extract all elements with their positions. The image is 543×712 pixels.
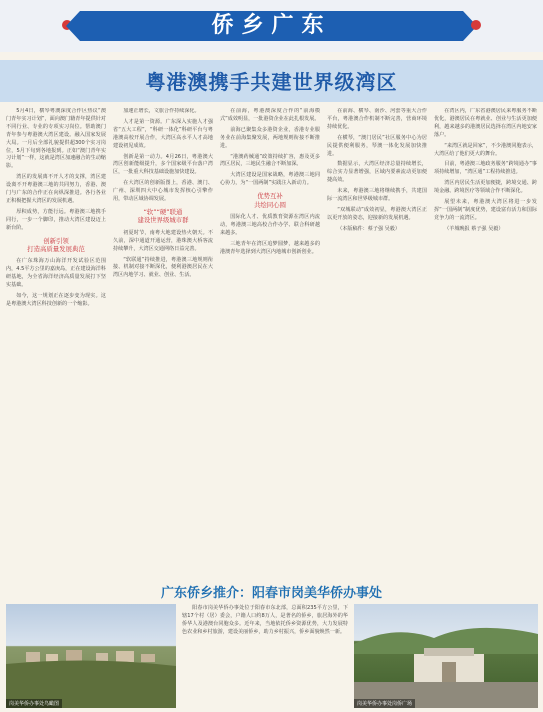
paragraph: 5月4日，横琴粤澳深度合作区热议“澳门青年实习计划”，面向澳门籍青年提供针对不同行业、专业的专项实习岗位。帮助澳门青年参与粤港澳大湾区建设。融入国家发展大局。一月后全部礼貌提供超300个实习岗位，5月下旬到各地报到。正如“澳门青年实习计划”一样，这就是湾区加速融合的生动缩影。: [6, 108, 106, 170]
paragraph: “双城联动”成效初显，粤港澳大湾区正以更开放的姿态，迎接新的发展机遇。: [327, 206, 427, 221]
paragraph: 国际化人才、优质教育资源在湾区内流动，粤港澳三地高校合作办学、联合科研越来越多。: [220, 213, 320, 236]
paragraph: 人才是第一资源。广东深入实施人才强省“五大工程”，“科研一体化”科研平台与粤港澳高校开展合作，大湾区高水平人才高地建设初见成效。: [113, 118, 213, 149]
promo-article: [182, 604, 348, 708]
subheading: 优势互补 共绘同心圆: [254, 192, 286, 209]
subheading: 创新引领 打造高质量发展典范: [27, 236, 85, 253]
paragraph: 加速正增长，文旅合作持续深化。: [123, 108, 200, 114]
banner-ribbon: [80, 11, 463, 41]
paragraph: 如今，这一规划正在逐步变为现实。这是粤港澳大湾区科技创新的一个缩影。: [6, 293, 106, 307]
paragraph: 在广东珠海万山海洋开发试验区范围内，4.5平方公里的嘉庚岛，正在建设海洋科研基地，为全省海洋经济高质量发展打下坚实基础。: [6, 258, 106, 289]
section-title: 侨乡广东: [211, 13, 332, 38]
main-headline: 粤港澳携手共建世界级湾区: [145, 70, 398, 94]
paragraph: 未来，粤港澳三地将继续携手，共建国际一流湾区和世界级城市群。: [327, 188, 427, 203]
paragraph: “港澳药械通”政策持续扩容，惠及更多湾区居民，三地民生融合不断加深。: [220, 153, 320, 168]
paragraph: 在横琴，“澳门居民”社区服务中心为居民提供便利服务，琴澳一体化发展加快推进。: [327, 134, 427, 157]
subheading: “软”“硬”联通 建设世界级城市群: [137, 207, 189, 225]
plaza-illustration: [354, 604, 538, 708]
village-illustration: [6, 604, 176, 708]
paragraph: 湾区的发展离不开人才的支撑，湾区建设离不开粤港澳三地的共同努力，香港、澳门与广东的合作正在向纵深推进。各行各业正积极把握大湾区的发展机遇。: [6, 174, 106, 204]
paragraph: 在前海，粤港澳深度合作的“前海模式”成效明显，一批港资企业在此扎根发展。: [220, 108, 320, 122]
paragraph: 厚积成势，方能行远。粤港澳三地携手同行，一步一个脚印，推动大湾区建设迈上新台阶。: [6, 208, 106, 231]
paragraph: 展望未来，粤港澳大湾区将进一步发挥“一国两制”制度优势，建设富有活力和国际竞争力的一流湾区。: [434, 199, 537, 221]
aerial-photo: [6, 604, 176, 708]
paragraph: 初夏时节，南粤大地建设热火朝天。不久前，深中通道开通运营，港珠澳大桥客流持续攀升，大湾区交通网络日益完善。: [113, 229, 213, 252]
paragraph: 阳春市岗美华侨办事处位于阳春市东北部，总面积235平方公里，下辖17个村（居）委会，户籍人口约8万人，是著名的侨乡，旅居海外的华侨华人及港澳台同胞众多。近年来，当地依托侨乡资源优势，大力发展特色农业和乡村旅游，建设美丽侨乡，助力乡村振兴，侨乡面貌焕然一新。: [182, 605, 348, 635]
paragraph: 三地青年在湾区追梦圆梦，越来越多的港澳青年选择到大湾区内地城市创新创业。: [220, 240, 320, 255]
paragraph: 前海已聚集众多港资企业，香港专业服务业在前海集聚发展，两地规则衔接不断推进。: [220, 126, 320, 149]
decor-dot-icon: [471, 20, 481, 30]
paragraph: 大湾区建设是国家战略，粤港澳三地同心协力，为“一国两制”实践注入新动力。: [220, 172, 320, 187]
paragraph: （羊城晚报 蔡子强 吴毅）: [444, 225, 504, 232]
paragraph: 数据显示，大湾区经济总量持续增长，综合实力显著增强，区域内要素流动更加便捷高效。: [327, 161, 427, 184]
photo-caption: 岗美华侨办事处岗侨广场: [354, 699, 415, 708]
section-banner: [0, 0, 543, 52]
plaza-photo: [354, 604, 538, 708]
paragraph: 在湾区内，广东省港澳居民来粤服务不断优化，港澳居民在粤就业、创业与生活更加便利，越来越多的港澳居民选择在湾区内地安家落户。: [434, 108, 537, 138]
promo-title: 广东侨乡推介：阳春市岗美华侨办事处: [160, 586, 382, 601]
paragraph: （本版稿件：蔡子强 吴毅）: [337, 225, 400, 232]
photo-caption: 岗美华侨办事处鸟瞰图: [6, 699, 62, 708]
paragraph: 在前海、横琴、南沙、河套等重大合作平台，粤港澳合作机制不断完善，营商环境持续优化。: [327, 108, 427, 130]
paragraph: 湾区内居民生活更加便捷，跨境交通、跨境金融、跨境医疗等领域合作不断深化。: [434, 180, 537, 195]
paragraph: 在大湾区的创新版图上，香港、澳门、广州、深圳四大中心城市发挥核心引擎作用，带动区域协调发展。: [113, 180, 213, 203]
paragraph: 目前，粤港澳三地政务服务“跨境通办”事项持续增加，“湾区通”工程持续推进。: [434, 161, 537, 176]
paragraph: “来湾区就是回家”，不少港澳同胞表示，大湾区给了他们更大的舞台。: [434, 142, 537, 157]
paragraph: “软联通”持续推进，粤港澳三地规则衔接、机制对接不断深化，便利港澳居民在大湾区内地学习、就业、创业、生活。: [113, 256, 213, 279]
paragraph: 创新是第一动力。4月26日，粤港澳大湾区创新能级提升，多个国家级平台落户湾区，一批重大科技基础设施加快建设。: [113, 153, 213, 176]
